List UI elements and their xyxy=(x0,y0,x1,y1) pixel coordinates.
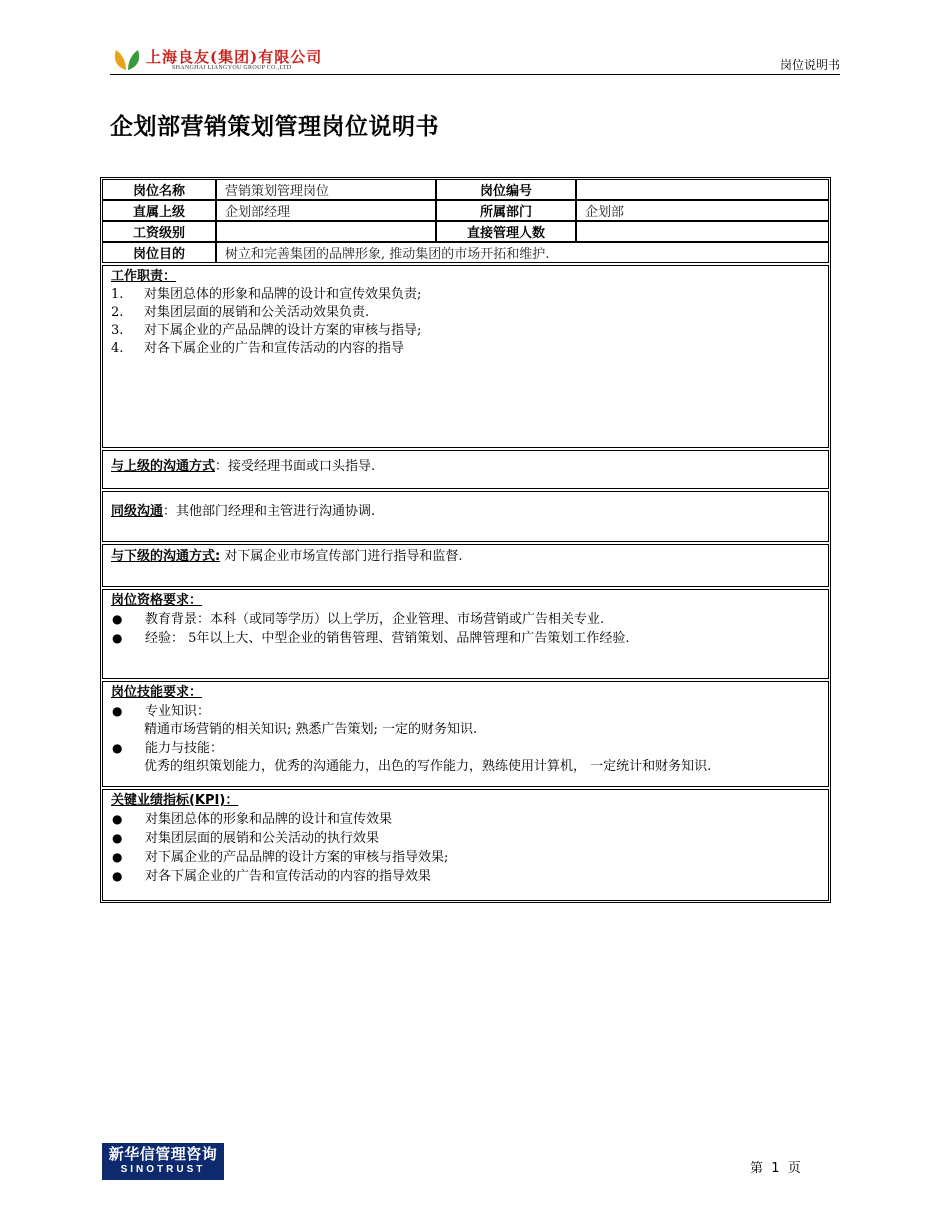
skills-section: 岗位技能要求： ● 专业知识： 精通市场营销的相关知识; 熟悉广告策划; 一定的财务知识. ● 能力与技能： 优秀的组织策划能力，优秀的沟通能力，出色的写作能力，熟练使用计算机， 一定统计和财务知识. xyxy=(102,681,829,787)
list-item: ● 对下属企业的产品品牌的设计方案的审核与指导效果; xyxy=(112,850,449,865)
bullet-icon: ● xyxy=(112,831,123,845)
list-item: ● 经验： 5年以上大、中型企业的销售管理、营销策划、品牌管理和广告策划工作经验. xyxy=(112,631,630,646)
qualifications-section: 岗位资格要求： ● 教育背景：本科（或同等学历）以上学历，企业管理、市场营销或广告相关专业. ● 经验： 5年以上大、中型企业的销售管理、营销策划、品牌管理和广告策划工作经验. xyxy=(102,589,829,679)
list-item: ● 能力与技能： xyxy=(112,741,224,756)
department-label: 所属部门 xyxy=(436,200,576,221)
table-row xyxy=(102,221,829,242)
bullet-icon: ● xyxy=(112,741,123,755)
list-item: ● 教育背景：本科（或同等学历）以上学历，企业管理、市场营销或广告相关专业. xyxy=(112,612,605,627)
position-code-label: 岗位编号 xyxy=(436,179,576,200)
header-divider xyxy=(110,74,840,75)
list-item: 3. 对下属企业的产品品牌的设计方案的审核与指导; xyxy=(111,323,422,338)
consultancy-name-en: SINOTRUST xyxy=(120,1164,206,1175)
comm-peer-text: 其他部门经理和主管进行沟通协调. xyxy=(176,504,376,519)
doc-type: 岗位说明书 xyxy=(779,58,840,72)
direct-reports-value xyxy=(576,221,829,242)
consultancy-name-cn: 新华信管理咨询 xyxy=(108,1145,218,1163)
duties-section xyxy=(102,265,829,448)
company-name-en: SHANGHAI LIANGYOU GROUP CO.,LTD xyxy=(172,65,292,71)
page-title: 企划部营销策划管理岗位说明书 xyxy=(110,114,439,140)
bullet-icon: ● xyxy=(112,612,123,626)
purpose-label: 岗位目的 xyxy=(102,242,216,263)
page-header xyxy=(110,44,840,74)
bullet-icon: ● xyxy=(112,631,123,645)
consultancy-logo xyxy=(102,1143,224,1180)
table-row xyxy=(102,179,829,200)
salary-grade-label: 工资级别 xyxy=(102,221,216,242)
list-item: 2. 对集团层面的展销和公关活动效果负责. xyxy=(111,305,370,320)
comm-down-text: 对下属企业市场宣传部门进行指导和监督. xyxy=(224,549,463,564)
bullet-icon: ● xyxy=(112,704,123,718)
company-logo xyxy=(110,44,370,74)
comm-peer-section: 同级沟通：其他部门经理和主管进行沟通协调. xyxy=(102,491,829,542)
info-table xyxy=(102,179,829,263)
bullet-icon: ● xyxy=(112,850,123,864)
kpi-section: 关键业绩指标(KPI)： ● 对集团总体的形象和品牌的设计和宣传效果 ● 对集团层面的展销和公关活动的执行效果 ● 对下属企业的产品品牌的设计方案的审核与指导效果; ● 对各下属企业的广告和宣传活动的内容的指导效果 xyxy=(102,789,829,901)
skills-heading: 岗位技能要求 xyxy=(111,685,190,700)
purpose-value: 树立和完善集团的品牌形象, 推动集团的市场开拓和维护. xyxy=(216,242,829,263)
salary-grade-value xyxy=(216,221,436,242)
list-item: ● 对集团层面的展销和公关活动的执行效果 xyxy=(112,831,380,846)
list-item: 1. 对集团总体的形象和品牌的设计和宣传效果负责; xyxy=(111,287,422,302)
supervisor-value: 企划部经理 xyxy=(216,200,436,221)
comm-down-section xyxy=(102,544,829,587)
qualifications-heading: 岗位资格要求 xyxy=(111,593,190,608)
kpi-heading: 关键业绩指标(KPI) xyxy=(111,793,226,808)
department-value: 企划部 xyxy=(576,200,829,221)
comm-up-section: 与上级的沟通方式：接受经理书面或口头指导. xyxy=(102,450,829,489)
duties-heading: 工作职责： xyxy=(111,269,177,284)
company-name-cn: 上海良友(集团)有限公司 xyxy=(146,48,323,66)
job-description-form xyxy=(100,177,831,903)
list-item: ● 专业知识： xyxy=(112,704,211,719)
position-code-value xyxy=(576,179,829,200)
position-name-label: 岗位名称 xyxy=(102,179,216,200)
table-row xyxy=(102,242,829,263)
leaf-logo-icon xyxy=(112,47,142,71)
comm-up-heading: 与上级的沟通方式 xyxy=(111,459,216,474)
list-item: ● 对集团总体的形象和品牌的设计和宣传效果 xyxy=(112,812,393,827)
comm-up-text: 接受经理书面或口头指导. xyxy=(228,459,376,474)
comm-peer-heading: 同级沟通 xyxy=(111,504,164,519)
list-item: ● 对各下属企业的广告和宣传活动的内容的指导效果 xyxy=(112,869,432,884)
bullet-icon: ● xyxy=(112,869,123,883)
page-number: 第 1 页 xyxy=(750,1161,801,1176)
skill-detail: 精通市场营销的相关知识; 熟悉广告策划; 一定的财务知识. xyxy=(144,722,478,737)
position-name-value: 营销策划管理岗位 xyxy=(216,179,436,200)
table-row xyxy=(102,200,829,221)
bullet-icon: ● xyxy=(112,812,123,826)
direct-reports-label: 直接管理人数 xyxy=(436,221,576,242)
comm-down-heading: 与下级的沟通方式: xyxy=(111,549,221,564)
list-item: 4. 对各下属企业的广告和宣传活动的内容的指导 xyxy=(111,341,405,356)
skill-detail: 优秀的组织策划能力，优秀的沟通能力，出色的写作能力，熟练使用计算机， 一定统计和财务知识. xyxy=(144,759,712,774)
supervisor-label: 直属上级 xyxy=(102,200,216,221)
